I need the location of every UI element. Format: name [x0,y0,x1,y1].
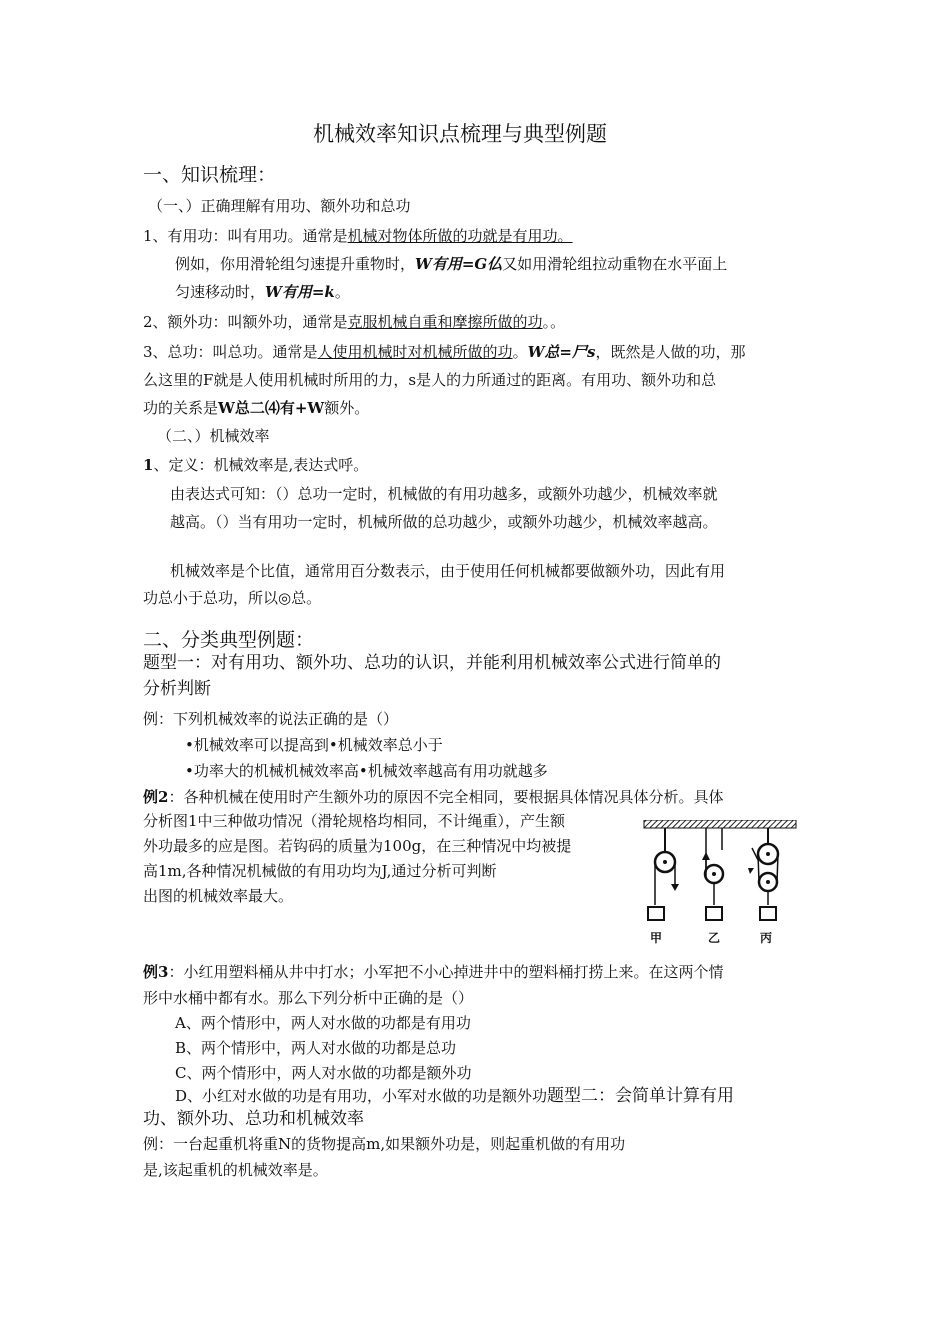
example-3-label: 例3 [143,963,169,981]
example-1-options-2: •功率大的机械机械效率高•机械效率越高有用功就越多 [185,762,548,780]
pulley-figure [640,820,800,950]
formula: W有用=G仏 [415,255,503,273]
text: 匀速移动时， [175,283,266,301]
item-1-example-1 [175,254,727,274]
text: 、定义：机械效率是,表达式呼。 [153,456,369,474]
item-1-text: 1、有用功：叫有用功。通常是 [143,227,348,245]
example-3-option-c: C、两个情形中，两人对水做的功都是额外功 [175,1064,472,1082]
pulley-setup-bing [748,828,778,920]
item-2 [143,312,565,332]
formula: W总=尸s [527,343,596,361]
text: 功的关系是 [143,399,219,417]
example-3-option-b: B、两个情形中，两人对水做的功都是总功 [175,1039,457,1057]
formula: W总二⑷有+W [218,399,325,417]
text: 。 [512,343,528,361]
item-2-underline: 克服机械自重和摩擦所做的功 [347,313,543,331]
example-3-option-a: A、两个情形中，两人对水做的功都是有用功 [175,1014,471,1032]
example-1: 例：下列机械效率的说法正确的是（） [143,710,399,728]
text: ，既然是人做的功，那 [595,343,746,361]
pulley-setup-yi [702,828,723,920]
text: ：各种机械在使用时产生额外功的原因不完全相同，要根据具体情况具体分析。具体 [168,788,724,806]
example-2-line-3: 外功最多的应是图。若钩码的质量为100g，在三种情况中均被提 [143,837,572,855]
example-3 [143,962,723,982]
text: 3、总功：叫总功。通常是 [143,343,318,361]
example-1-options-1: •机械效率可以提高到•机械效率总小于 [185,736,443,754]
subheading-2: （二、）机械效率 [157,427,270,445]
figure-label-yi: 乙 [708,931,721,945]
text: 额外。 [324,399,370,417]
text: 又如用滑轮组拉动重物在水平面上 [502,255,728,273]
page-title: 机械效率知识点梳理与典型例题 [313,122,607,146]
type-1-line-2: 分析判断 [143,679,211,699]
def-number: 1 [143,456,154,474]
definition [143,455,368,475]
definition-line-3: 越高。（）当有用功一定时，机械所做的总功越少，或额外功越少，机械效率越高。 [170,513,718,531]
item-1 [143,226,573,246]
figure-label-jia: 甲 [650,931,663,945]
example-2-line-4: 高1m,各种情况机械做的有用功均为J,通过分析可判断 [143,862,497,880]
pulley-setup-jia [648,828,679,920]
text: 。。 [542,313,566,331]
item-3 [143,342,745,362]
item-3-line-2: 么这里的F就是人使用机械时所用的力，s是人的力所通过的距离。有用功、额外功和总 [143,371,717,389]
item-1-underline: 机械对物体所做的功就是有用功。 [347,227,573,245]
text: 2、额外功：叫额外功，通常是 [143,313,348,331]
formula: W有用=k [265,283,335,301]
figure-label-bing: 丙 [760,931,773,945]
type-2-heading: 题型二：会简单计算有用 [547,1086,735,1106]
example-2 [143,787,723,807]
text: D、小红对水做的功是有用功，小军对水做的功是额外功 [175,1087,548,1105]
note-line-2: 功总小于总功，所以◎总。 [143,589,322,607]
section-heading-1: 一、知识梳理： [143,164,277,186]
subheading-1: （一、）正确理解有用功、额外功和总功 [148,197,411,215]
item-1-example-2 [175,282,350,302]
example-4-line-1: 例：一台起重机将重N的货物提高m,如果额外功是，则起重机做的有用功 [143,1135,626,1153]
example-4-line-2: 是,该起重机的机械效率是。 [143,1161,328,1179]
definition-line-2: 由表达式可知：（）总功一定时，机械做的有用功越多，或额外功越少，机械效率就 [170,485,718,503]
example-2-label: 例2 [143,788,169,806]
text: ：小红用塑料桶从井中打水；小军把不小心掉进井中的塑料桶打捞上来。在这两个情 [168,963,724,981]
note-line-1: 机械效率是个比值，通常用百分数表示，由于使用任何机械都要做额外功，因此有用 [170,562,726,580]
item-3-line-3 [143,398,369,418]
text: 。 [334,283,350,301]
type-1-line-1: 题型一：对有用功、额外功、总功的认识，并能利用机械效率公式进行简单的 [143,653,721,673]
example-3-line-2: 形中水桶中都有水。那么下列分析中正确的是（） [143,989,474,1007]
section-heading-2: 二、分类典型例题： [143,629,315,651]
example-3-option-d [175,1084,734,1108]
text: 例如，你用滑轮组匀速提升重物时， [175,255,416,273]
example-2-line-5: 出图的机械效率最大。 [143,887,294,905]
example-2-line-2: 分析图1中三种做功情况（滑轮规格均相同，不计绳重），产生额 [143,812,566,830]
item-3-underline: 人使用机械时对机械所做的功 [317,343,513,361]
type-2-line-2: 功、额外功、总功和机械效率 [143,1109,364,1129]
ceiling-beam [644,820,796,828]
